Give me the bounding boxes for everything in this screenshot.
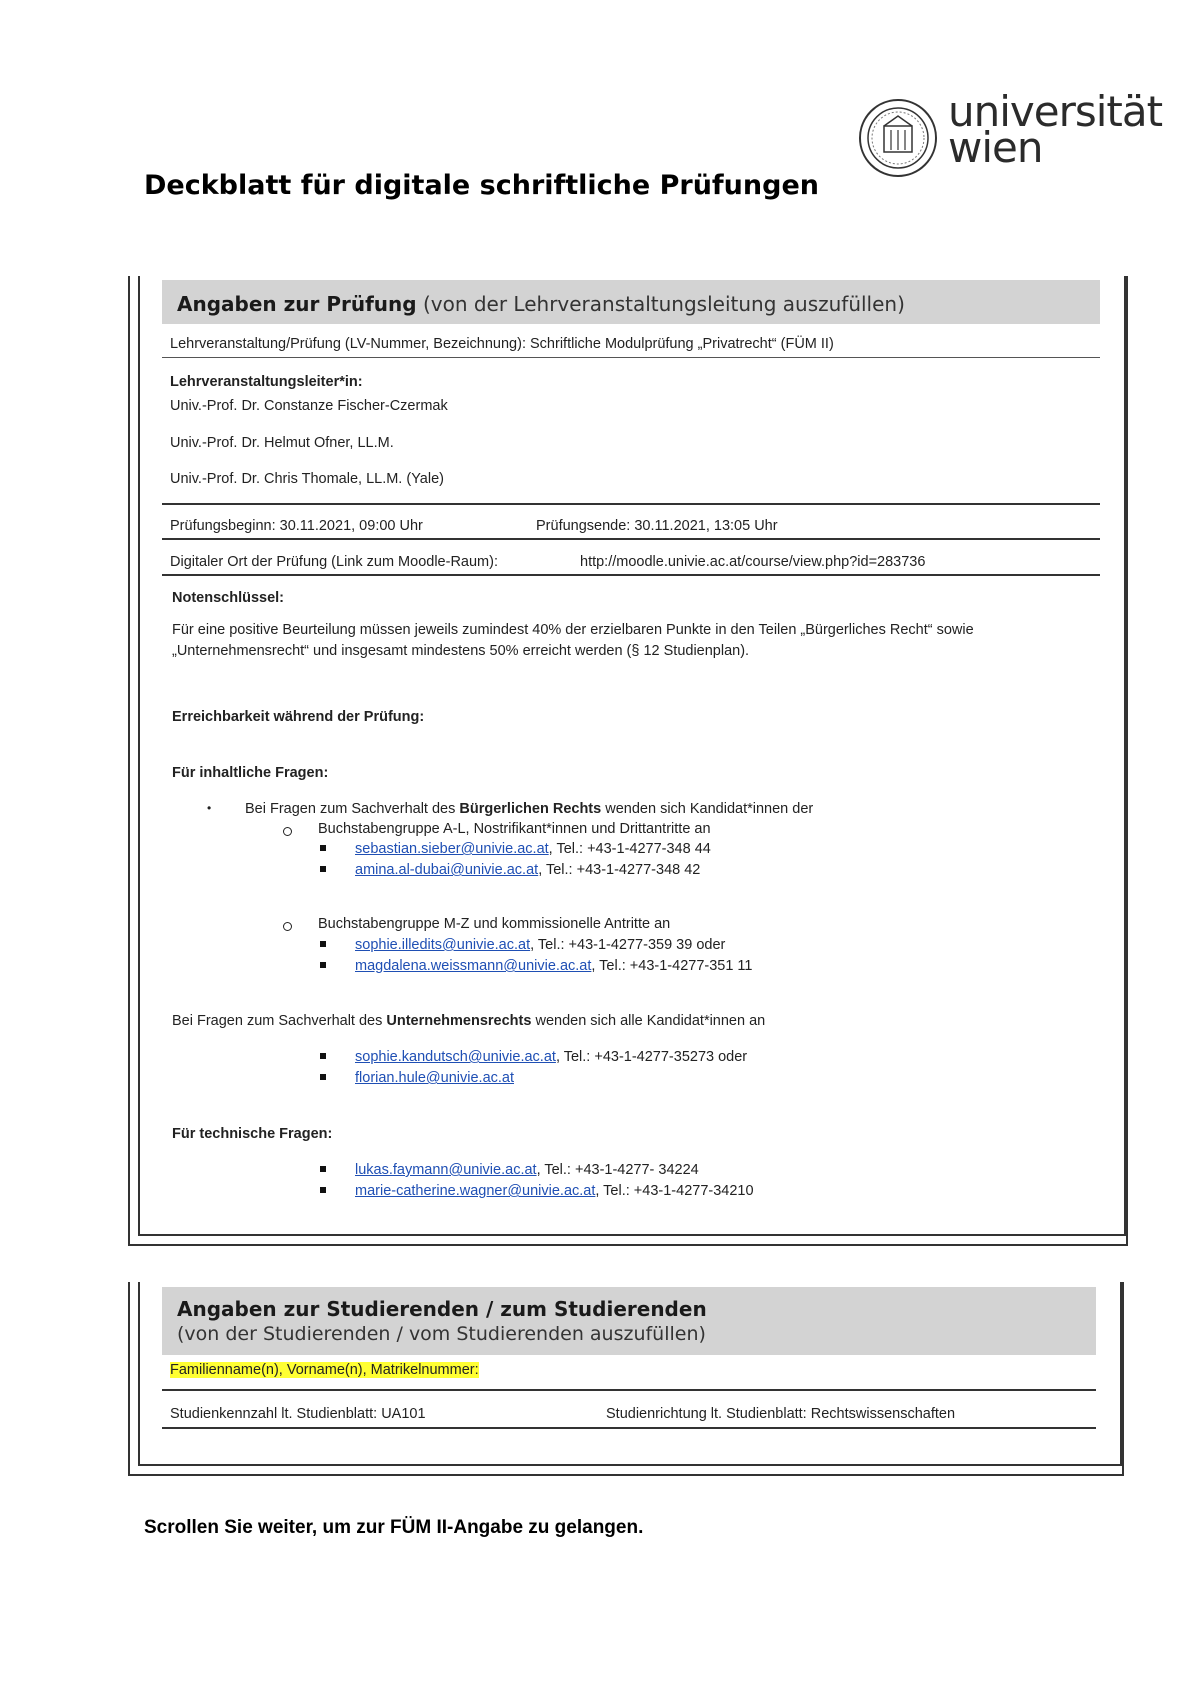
phone: , Tel.: +43-1-4277-348 44 <box>548 841 711 857</box>
square-bullet-icon <box>320 1166 326 1172</box>
square-bullet-icon <box>320 1187 326 1193</box>
phone: , Tel.: +43-1-4277-348 42 <box>538 862 701 878</box>
exam-end: Prüfungsende: 30.11.2021, 13:05 Uhr <box>536 518 778 534</box>
contact-row <box>355 937 725 953</box>
logo-wordmark <box>948 87 1163 172</box>
email-link[interactable]: marie-catherine.wagner@univie.ac.at <box>355 1183 596 1199</box>
square-bullet-icon <box>320 1074 326 1080</box>
civil-intro-bold: Bürgerlichen Rechts <box>459 801 602 817</box>
course-line: Lehrveranstaltung/Prüfung (LV-Nummer, Bezeichnung): Schriftliche Modulprüfung „Privatrecht“ (FÜM II) <box>170 336 834 352</box>
email-link[interactable]: florian.hule@univie.ac.at <box>355 1070 515 1086</box>
grading-text-1: Für eine positive Beurteilung müssen jeweils zumindest 40% der erzielbaren Punkte in den Teilen „Bürgerliches Recht“ sowie <box>172 622 974 638</box>
logo-line-2: wien <box>948 123 1043 172</box>
group-a-l: Buchstabengruppe A-L, Nostrifikant*innen und Drittantritte an <box>318 821 711 837</box>
page-title: Deckblatt für digitale schriftliche Prüfungen <box>144 170 819 201</box>
divider <box>162 1427 1096 1429</box>
contact-row <box>355 841 711 857</box>
square-bullet-icon <box>320 962 326 968</box>
square-bullet-icon <box>320 1053 326 1059</box>
square-bullet-icon <box>320 866 326 872</box>
grading-label: Notenschlüssel: <box>172 590 284 606</box>
exam-section-header <box>162 280 1100 324</box>
email-link[interactable]: magdalena.weissmann@univie.ac.at <box>355 958 592 974</box>
instructor-1: Univ.-Prof. Dr. Constanze Fischer-Czermak <box>170 398 448 414</box>
grading-text-2: „Unternehmensrecht“ und insgesamt mindestens 50% erreicht werden (§ 12 Studienplan). <box>172 643 750 659</box>
instructor-3: Univ.-Prof. Dr. Chris Thomale, LL.M. (Yale) <box>170 471 444 487</box>
logo-line-1: universität <box>948 87 1163 136</box>
tech-questions-label: Für technische Fragen: <box>172 1126 333 1142</box>
name-field-label[interactable]: Familienname(n), Vorname(n), Matrikelnummer: <box>170 1362 479 1378</box>
contact-row <box>355 1070 514 1086</box>
content-questions-label: Für inhaltliche Fragen: <box>172 765 329 781</box>
contact-row <box>355 862 700 878</box>
study-code: Studienkennzahl lt. Studienblatt: UA101 <box>170 1406 426 1422</box>
email-link[interactable]: amina.al-dubai@univie.ac.at <box>355 862 539 878</box>
exam-start: Prüfungsbeginn: 30.11.2021, 09:00 Uhr <box>170 518 423 534</box>
exam-heading-light: (von der Lehrveranstaltungsleitung auszufüllen) <box>422 292 905 316</box>
student-heading-line-2: (von der Studierenden / vom Studierenden auszufüllen) <box>177 1323 706 1345</box>
phone: , Tel.: +43-1-4277-351 11 <box>591 958 753 974</box>
company-intro-post: wenden sich alle Kandidat*innen an <box>531 1013 766 1029</box>
phone: , Tel.: +43-1-4277- 34224 <box>536 1162 699 1178</box>
company-law-intro <box>172 1013 765 1029</box>
divider <box>162 503 1100 505</box>
contact-row <box>355 958 752 974</box>
square-bullet-icon <box>320 845 326 851</box>
email-link[interactable]: sophie.illedits@univie.ac.at <box>355 937 531 953</box>
contact-row <box>355 1049 747 1065</box>
instructors-label: Lehrveranstaltungsleiter*in: <box>170 374 363 390</box>
study-program: Studienrichtung lt. Studienblatt: Rechtswissenschaften <box>606 1406 956 1422</box>
company-intro-pre: Bei Fragen zum Sachverhalt des <box>172 1013 387 1029</box>
phone: , Tel.: +43-1-4277-359 39 oder <box>530 937 726 953</box>
reachability-label: Erreichbarkeit während der Prüfung: <box>172 709 425 725</box>
civil-intro-pre: Bei Fragen zum Sachverhalt des <box>245 801 460 817</box>
divider <box>162 1389 1096 1391</box>
instructor-2: Univ.-Prof. Dr. Helmut Ofner, LL.M. <box>170 435 394 451</box>
circle-bullet-icon <box>283 827 292 836</box>
exam-heading-bold: Angaben zur Prüfung <box>177 292 417 316</box>
phone: , Tel.: +43-1-4277-34210 <box>595 1183 754 1199</box>
circle-bullet-icon <box>283 922 292 931</box>
contact-row <box>355 1183 754 1199</box>
university-seal-icon <box>858 98 938 178</box>
email-link[interactable]: sophie.kandutsch@univie.ac.at <box>355 1049 556 1065</box>
exam-box-inner-border <box>138 276 1126 1236</box>
scroll-note: Scrollen Sie weiter, um zur FÜM II-Angabe zu gelangen. <box>144 1517 644 1538</box>
name-field-row <box>170 1362 479 1378</box>
university-logo <box>858 87 1163 184</box>
divider <box>162 574 1100 576</box>
student-heading-line-1: Angaben zur Studierenden / zum Studierenden <box>177 1297 707 1321</box>
civil-intro-post: wenden sich Kandidat*innen der <box>601 801 814 817</box>
divider <box>162 538 1100 540</box>
student-section-header <box>162 1287 1096 1355</box>
group-m-z: Buchstabengruppe M-Z und kommissionelle Antritte an <box>318 916 671 932</box>
bullet-icon: • <box>207 801 212 815</box>
email-link[interactable]: sebastian.sieber@univie.ac.at <box>355 841 549 857</box>
company-intro-bold: Unternehmensrechts <box>386 1013 532 1029</box>
contact-row <box>355 1162 699 1178</box>
square-bullet-icon <box>320 941 326 947</box>
phone: , Tel.: +43-1-4277-35273 oder <box>555 1049 748 1065</box>
divider <box>162 357 1100 358</box>
civil-law-intro <box>245 801 813 817</box>
moodle-link[interactable]: http://moodle.univie.ac.at/course/view.php?id=283736 <box>580 554 926 570</box>
location-label: Digitaler Ort der Prüfung (Link zum Moodle-Raum): <box>170 554 498 570</box>
email-link[interactable]: lukas.faymann@univie.ac.at <box>355 1162 537 1178</box>
